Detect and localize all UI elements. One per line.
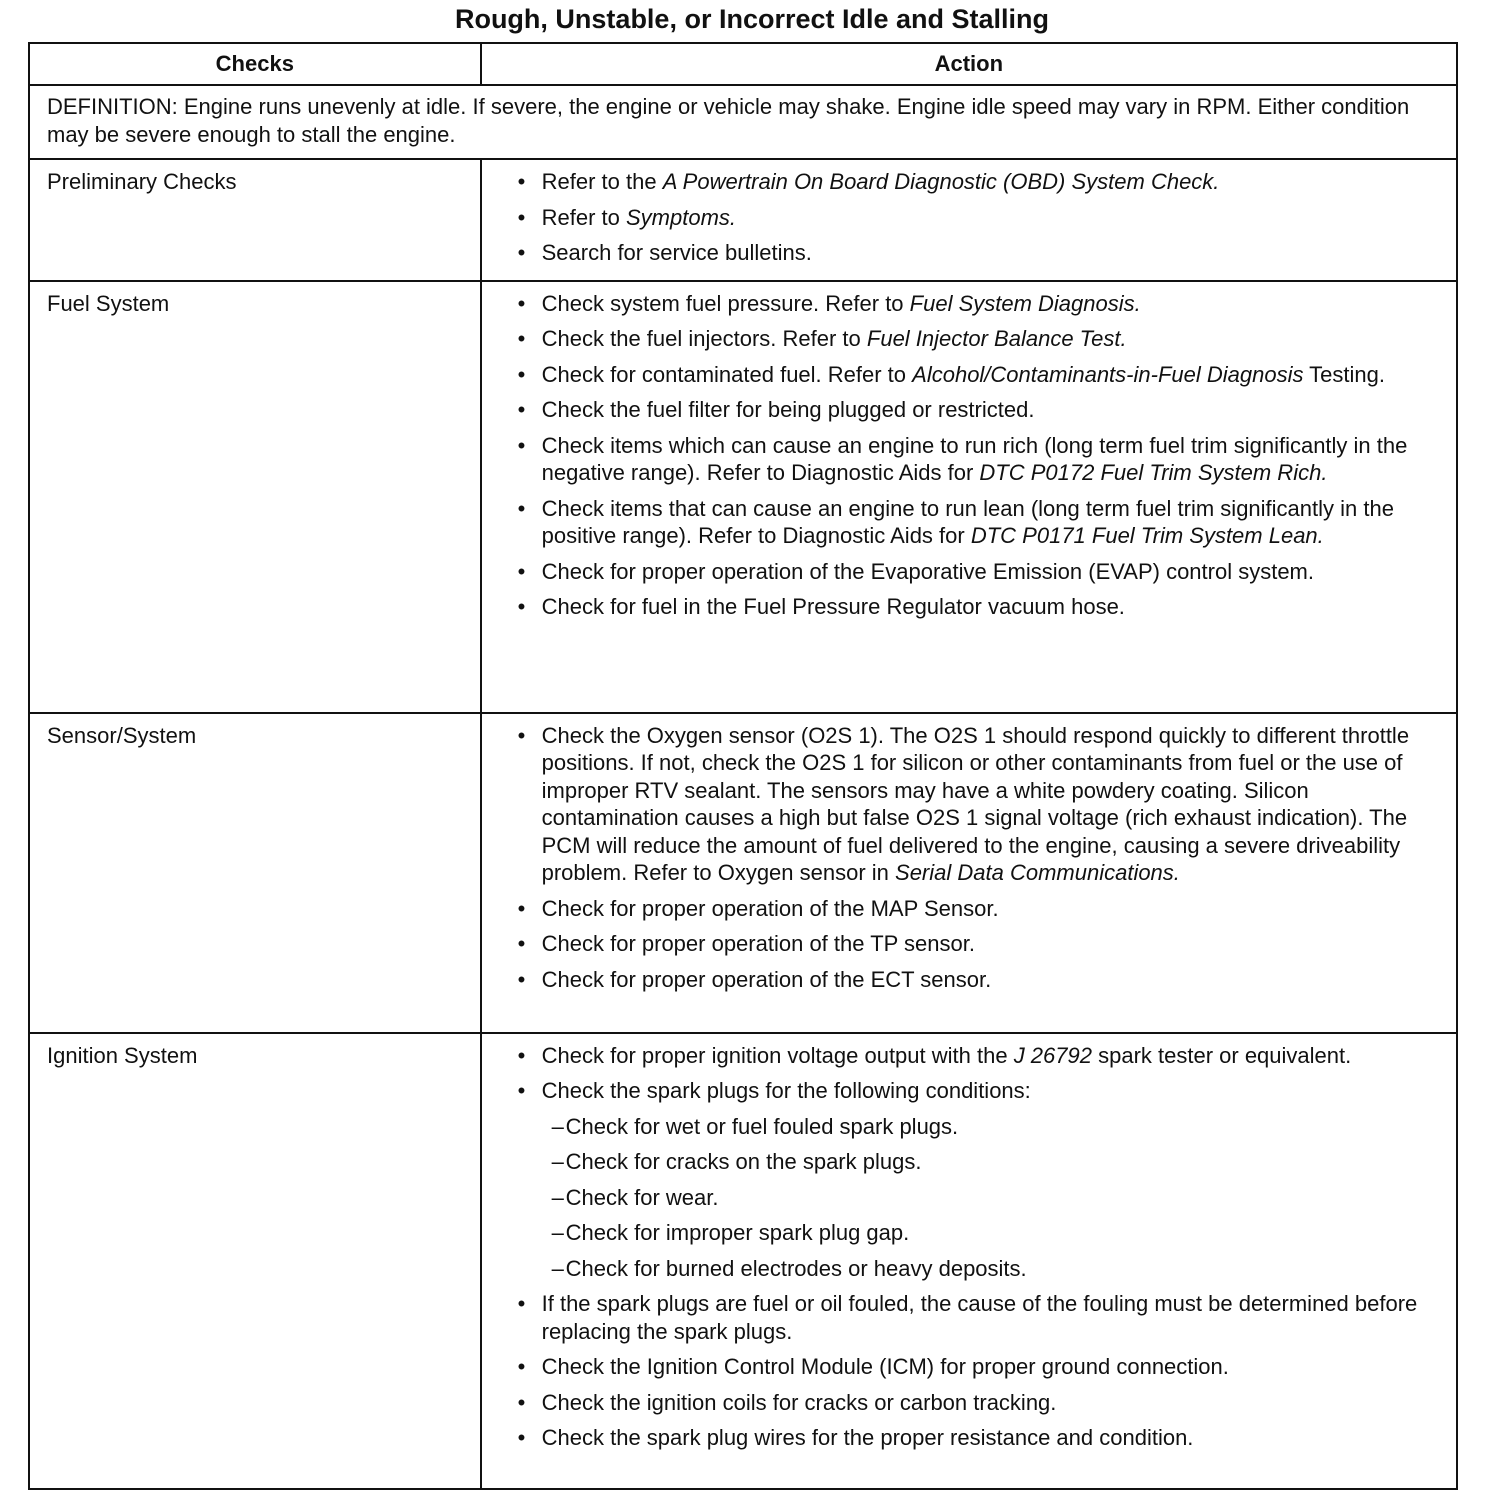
action-text: Check for proper operation of the ECT sensor. bbox=[541, 966, 992, 992]
action-subitem bbox=[518, 1148, 1448, 1176]
reference-link: Fuel System Diagnosis. bbox=[909, 290, 1141, 316]
checks-column-header: Checks bbox=[29, 43, 481, 85]
reference-link: J 26792 bbox=[1013, 1042, 1092, 1068]
action-item bbox=[518, 204, 1448, 232]
action-text: Check for contaminated fuel. Refer to bbox=[541, 361, 913, 387]
table-row bbox=[29, 159, 1457, 281]
action-item bbox=[518, 1077, 1448, 1105]
action-item bbox=[518, 1353, 1448, 1381]
action-item bbox=[518, 168, 1448, 196]
action-text: Check items which can cause an engine to run rich (long term fuel trim significantly in the negative range). Refer to Diagnostic Aids for bbox=[541, 432, 1408, 485]
action-text: Check for improper spark plug gap. bbox=[565, 1220, 910, 1245]
action-text: Check for burned electrodes or heavy deposits. bbox=[565, 1255, 1027, 1281]
action-cell bbox=[481, 281, 1457, 713]
action-column-header: Action bbox=[481, 43, 1457, 85]
action-cell bbox=[481, 159, 1457, 281]
action-text: Check for proper operation of the TP sensor. bbox=[541, 931, 975, 956]
action-list bbox=[518, 290, 1448, 621]
action-item bbox=[518, 432, 1448, 487]
action-text: Check for fuel in the Fuel Pressure Regulator vacuum hose. bbox=[541, 594, 1125, 619]
action-text: Check the ignition coils for cracks or carbon tracking. bbox=[541, 1389, 1057, 1415]
action-list bbox=[518, 1042, 1448, 1452]
reference-link: DTC P0172 Fuel Trim System Rich. bbox=[979, 460, 1328, 485]
reference-link: Alcohol/Contaminants-in-Fuel Diagnosis bbox=[912, 361, 1304, 387]
action-item bbox=[518, 558, 1448, 586]
action-text: Check for wear. bbox=[565, 1184, 719, 1210]
action-text: Refer to bbox=[541, 204, 626, 230]
action-item bbox=[518, 361, 1448, 389]
definition-text: DEFINITION: Engine runs unevenly at idle. If severe, the engine or vehicle may shake. Engine idle speed may vary in RPM. Either condition may be severe enough to stall the engine. bbox=[29, 85, 1457, 159]
action-item bbox=[518, 396, 1448, 424]
action-item bbox=[518, 290, 1448, 318]
reference-link: Fuel Injector Balance Test. bbox=[866, 326, 1127, 351]
action-item bbox=[518, 1042, 1448, 1070]
action-text-suffix: spark tester or equivalent. bbox=[1091, 1042, 1352, 1068]
action-text: Check items that can cause an engine to run lean (long term fuel trim significantly in the positive range). Refer to Diagnostic Aids for bbox=[541, 495, 1394, 548]
table-row bbox=[29, 713, 1457, 1033]
action-item bbox=[518, 593, 1448, 621]
check-category: Ignition System bbox=[29, 1033, 481, 1489]
action-item bbox=[518, 895, 1448, 923]
action-item bbox=[518, 722, 1448, 887]
action-text: Check system fuel pressure. Refer to bbox=[541, 290, 910, 316]
action-subitem bbox=[518, 1219, 1448, 1247]
action-item bbox=[518, 1290, 1448, 1345]
action-text: Check for proper ignition voltage output with the bbox=[541, 1042, 1014, 1068]
action-list bbox=[518, 722, 1448, 994]
action-text: Check for wet or fuel fouled spark plugs. bbox=[565, 1113, 959, 1139]
action-text: Check the fuel injectors. Refer to bbox=[541, 326, 867, 351]
action-item bbox=[518, 325, 1448, 353]
table-row bbox=[29, 281, 1457, 713]
action-text: If the spark plugs are fuel or oil fouled, the cause of the fouling must be determined before replacing the spark plugs. bbox=[541, 1291, 1418, 1344]
action-cell bbox=[481, 1033, 1457, 1489]
check-category: Preliminary Checks bbox=[29, 159, 481, 281]
action-text: Check the spark plug wires for the proper resistance and condition. bbox=[541, 1425, 1194, 1450]
action-item bbox=[518, 1424, 1448, 1452]
reference-link: A Powertrain On Board Diagnostic (OBD) System Check. bbox=[662, 169, 1220, 194]
action-subitem bbox=[518, 1113, 1448, 1141]
definition-row bbox=[29, 85, 1457, 159]
action-item bbox=[518, 495, 1448, 550]
table-header-row bbox=[29, 43, 1457, 85]
check-category: Sensor/System bbox=[29, 713, 481, 1033]
reference-link: Serial Data Communications. bbox=[895, 860, 1180, 885]
action-subitem bbox=[518, 1184, 1448, 1212]
page-title: Rough, Unstable, or Incorrect Idle and Stalling bbox=[454, 4, 1050, 34]
action-text: Search for service bulletins. bbox=[541, 240, 812, 265]
check-category: Fuel System bbox=[29, 281, 481, 713]
action-text: Refer to the bbox=[541, 169, 663, 194]
table-row bbox=[29, 1033, 1457, 1489]
action-item bbox=[518, 239, 1448, 267]
reference-link: Symptoms. bbox=[626, 204, 737, 230]
action-text: Check the fuel filter for being plugged or restricted. bbox=[541, 397, 1035, 422]
action-item bbox=[518, 966, 1448, 994]
action-text: Check for proper operation of the MAP Sensor. bbox=[541, 895, 999, 921]
action-text: Check the spark plugs for the following conditions: bbox=[541, 1078, 1031, 1103]
action-item bbox=[518, 1389, 1448, 1417]
action-text: Check the Ignition Control Module (ICM) for proper ground connection. bbox=[541, 1354, 1229, 1379]
action-item bbox=[518, 930, 1448, 958]
action-text-suffix: Testing. bbox=[1303, 361, 1385, 387]
action-list bbox=[518, 168, 1448, 267]
action-cell bbox=[481, 713, 1457, 1033]
action-subitem bbox=[518, 1255, 1448, 1283]
reference-link: DTC P0171 Fuel Trim System Lean. bbox=[970, 523, 1324, 548]
action-text: Check the Oxygen sensor (O2S 1). The O2S 1 should respond quickly to different throttle positions. If not, check the O2S 1 for silicon or other contaminants from fuel or the use of improper RTV sealant. The sensors may have a white powdery coating. Silicon contamination causes a high but false O2S 1 signal voltage (rich exhaust indication). The PCM will reduce the amount of fuel delivered to the engine, causing a severe driveability problem. Refer to Oxygen sensor in bbox=[541, 722, 1410, 885]
action-text: Check for cracks on the spark plugs. bbox=[565, 1149, 922, 1174]
diagnostic-table bbox=[28, 42, 1458, 1490]
action-text: Check for proper operation of the Evaporative Emission (EVAP) control system. bbox=[541, 558, 1314, 584]
